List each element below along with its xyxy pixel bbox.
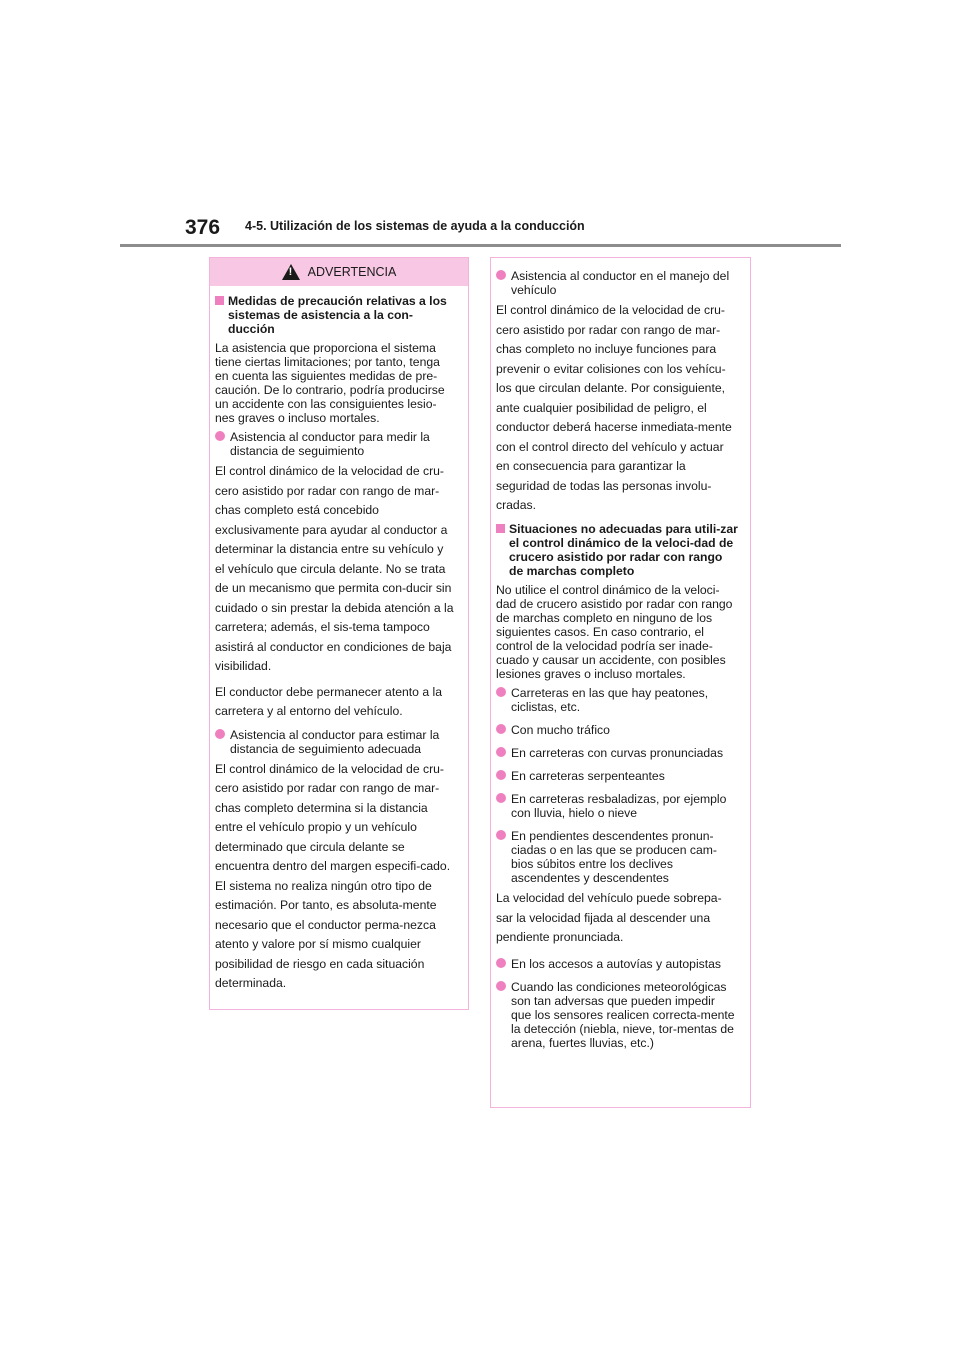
paragraph: El conductor debe permanecer atento a la carretera y al entorno del vehículo. <box>215 684 442 719</box>
paragraph: El control dinámico de la velocidad de cru-cero asistido por radar con rango de mar-chas completo no incluye funciones para prevenir o evitar colisiones con los vehícu-los que circulan delante. Por consiguiente, ante cualquier posibilidad de peligro, el conductor deberá hacerse inmediata-mente con el control directo del vehículo y actuar en consecuencia para garantizar la seguridad de todas las personas involu-cradas. <box>496 303 732 513</box>
bullet-text: Carreteras en las que hay peatones, ciclistas, etc. <box>511 685 709 714</box>
bullet-text: Asistencia al conductor para estimar la distancia de seguimiento adecuada <box>230 727 440 756</box>
section-heading <box>215 294 456 336</box>
section-heading <box>496 522 738 578</box>
warning-box-left <box>209 257 469 1010</box>
circle-bullet-icon <box>496 793 506 803</box>
page-number: 376 <box>185 216 221 239</box>
bullet-text: Asistencia al conductor para medir la distancia de seguimiento <box>230 430 430 459</box>
warning-label: ADVERTENCIA <box>307 264 397 279</box>
paragraph: La velocidad del vehículo puede sobrepa-sar la velocidad fijada al descender una pendiente pronunciada. <box>496 891 722 945</box>
square-bullet-icon <box>215 296 224 305</box>
bullet-item <box>496 957 738 971</box>
bullet-text: En los accesos a autovías y autopistas <box>511 956 722 971</box>
header-divider <box>120 244 841 247</box>
heading-text: Situaciones no adecuadas para utili-zar el control dinámico de la veloci-dad de crucero asistido por radar con rango de marchas completo <box>509 521 738 578</box>
heading-text: Medidas de precaución relativas a los sistemas de asistencia a la con-ducción <box>228 294 447 337</box>
bullet-item <box>496 723 738 737</box>
bullet-item <box>496 746 738 760</box>
intro-paragraph: No utilice el control dinámico de la veloci-dad de crucero asistido por radar con rango de marchas completo en ninguno de los siguientes casos. En caso contrario, el control de la velocidad podría ser inade-cuado y causar un accidente, con posibles lesiones graves o incluso mortales. <box>496 582 733 681</box>
circle-bullet-icon <box>496 981 506 991</box>
bullet-text: En carreteras con curvas pronunciadas <box>511 746 724 760</box>
bullet-item <box>215 430 456 458</box>
bullet-item <box>496 269 738 297</box>
circle-bullet-icon <box>496 770 506 780</box>
square-bullet-icon <box>496 524 505 533</box>
bullet-text: En pendientes descendentes pronun-ciadas o en las que se producen cam-bios súbitos entre los declives ascendentes y descendentes <box>511 829 717 886</box>
circle-bullet-icon <box>496 270 506 280</box>
bullet-item <box>496 829 738 885</box>
bullet-item <box>496 792 738 820</box>
paragraph: El control dinámico de la velocidad de cru-cero asistido por radar con rango de mar-chas completo está concebido exclusivamente para ayudar al conductor a determinar la distancia entre su vehículo y el vehículo que circula delante. No se trata de un mecanismo que permita con-ducir sin cuidado o sin prestar la debida atención a la carretera; además, el sis-tema tampoco asistirá al conductor en condiciones de baja visibilidad. <box>215 464 454 674</box>
bullet-item <box>496 769 738 783</box>
warning-triangle-icon <box>282 264 300 280</box>
bullet-text: Asistencia al conductor en el manejo del vehículo <box>511 269 730 298</box>
bullet-text: Con mucho tráfico <box>511 722 610 737</box>
bullet-item <box>496 686 738 714</box>
paragraph: El control dinámico de la velocidad de cru-cero asistido por radar con rango de mar-chas completo determina si la distancia entre el vehículo propio y un vehículo determinado que circula delante se encuentra dentro del margen especifi-cado. El sistema no realiza ningún otro tipo de estimación. Por tanto, es absoluta-mente necesario que el conductor perma-nezca atento y valore por sí mismo cualquier posibilidad de riesgo en cada situación determinada. <box>215 761 451 991</box>
circle-bullet-icon <box>496 724 506 734</box>
circle-bullet-icon <box>215 729 225 739</box>
warning-header <box>210 258 468 286</box>
circle-bullet-icon <box>496 747 506 757</box>
warning-box-right <box>490 257 751 1108</box>
bullet-text: Cuando las condiciones meteorológicas son tan adversas que pueden impedir que los sensores realicen correcta-mente la detección (niebla, nieve, tor-mentas de arena, fuertes lluvias, etc.) <box>511 979 735 1050</box>
section-title: 4-5. Utilización de los sistemas de ayuda a la conducción <box>245 219 585 233</box>
circle-bullet-icon <box>496 958 506 968</box>
circle-bullet-icon <box>496 687 506 697</box>
bullet-text: En carreteras resbaladizas, por ejemplo con lluvia, hielo o nieve <box>511 792 727 821</box>
circle-bullet-icon <box>496 830 506 840</box>
circle-bullet-icon <box>215 431 225 441</box>
bullet-item <box>215 728 456 756</box>
bullet-item <box>496 980 738 1050</box>
intro-paragraph: La asistencia que proporciona el sistema tiene ciertas limitaciones; por tanto, tenga en cuenta las siguientes medidas de pre-caución. De lo contrario, podría producirse un accidente con las consiguientes lesio-nes graves o incluso mortales. <box>215 341 445 426</box>
bullet-text: En carreteras serpenteantes <box>511 769 665 784</box>
